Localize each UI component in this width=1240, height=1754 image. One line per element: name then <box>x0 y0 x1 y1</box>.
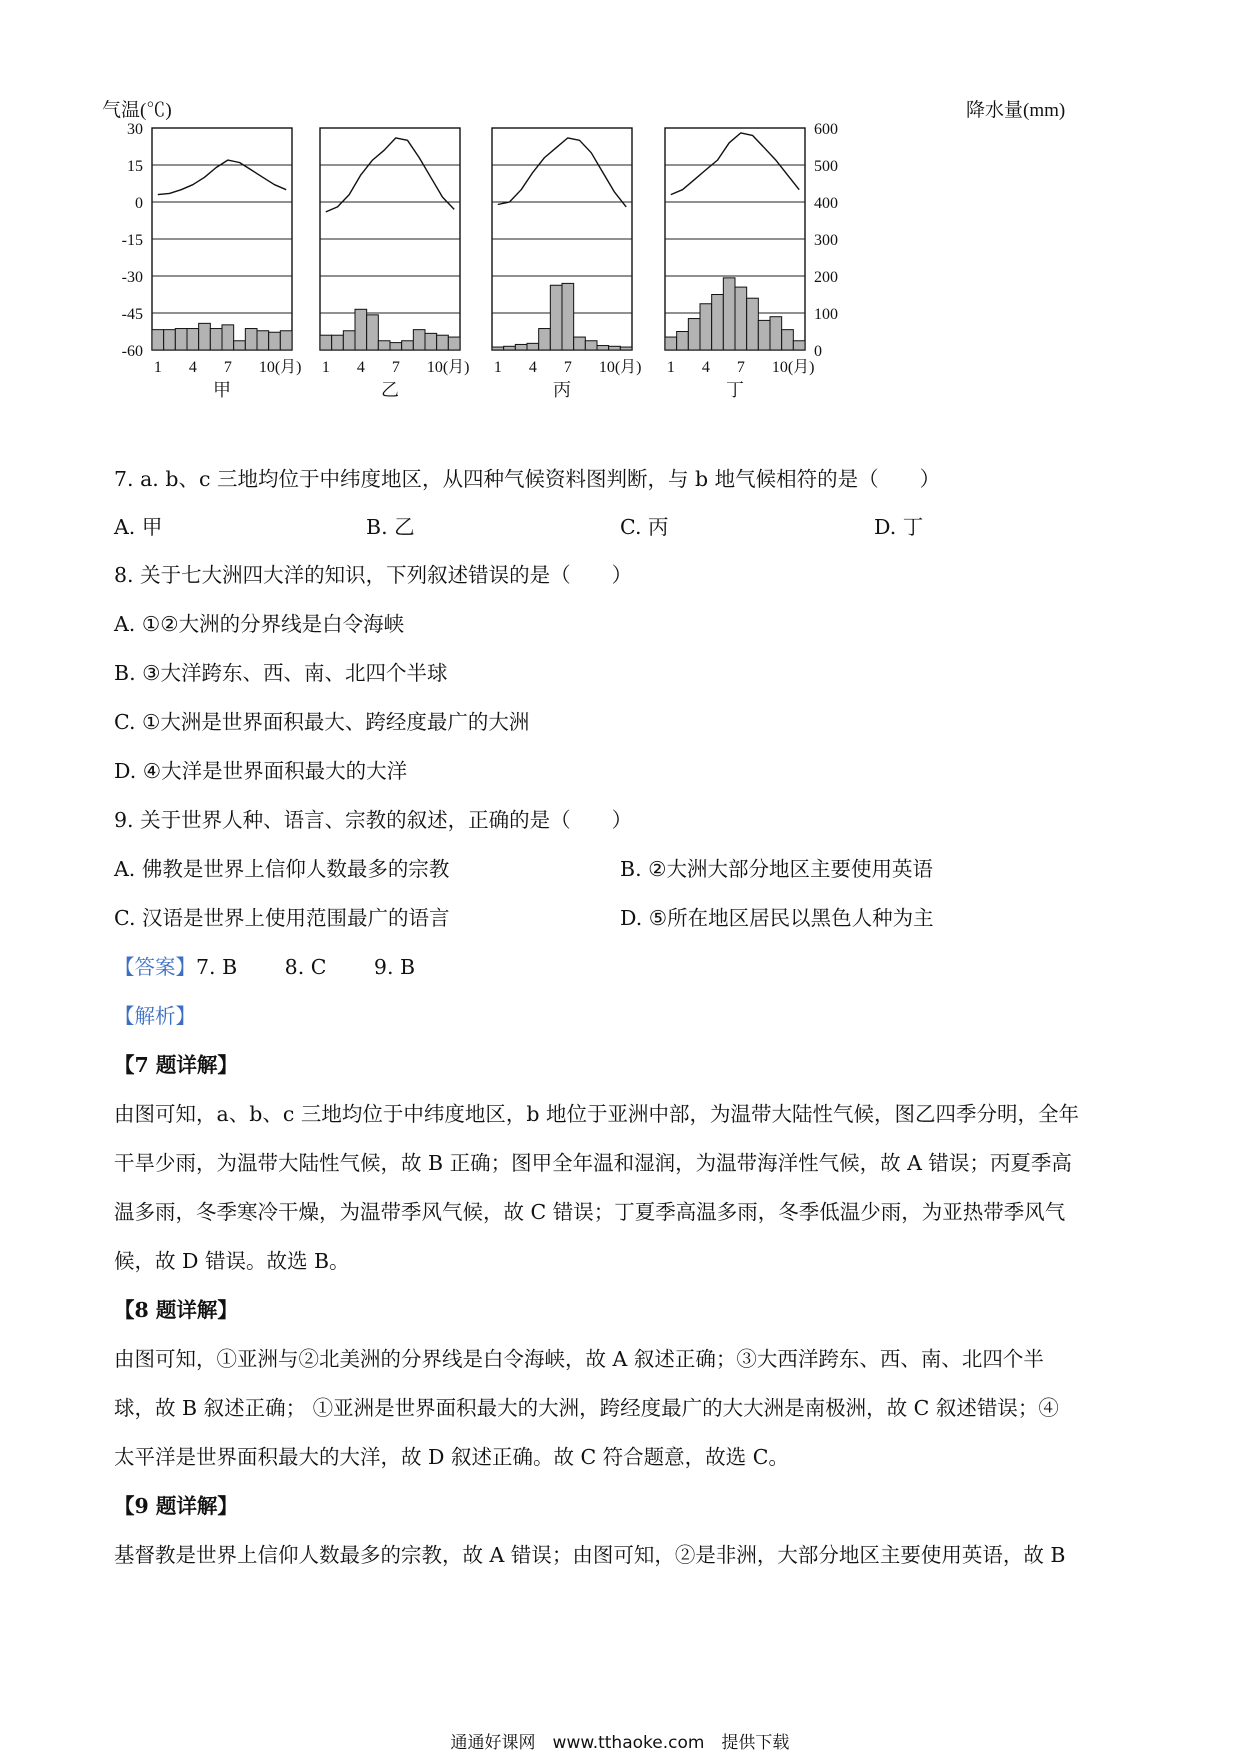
temperature-tick-label: -15 <box>121 232 143 249</box>
precipitation-bar <box>782 330 794 350</box>
precipitation-bar <box>597 346 609 350</box>
precipitation-bar <box>609 346 621 350</box>
month-tick-label: 4 <box>356 359 365 376</box>
precipitation-bar <box>723 278 735 350</box>
q9-stem: 9. 关于世界人种、语言、宗教的叙述，正确的是（ ） <box>114 808 633 832</box>
precipitation-bar <box>257 331 269 350</box>
precipitation-bar <box>245 329 257 350</box>
precipitation-bar <box>187 329 199 350</box>
precipitation-bar <box>504 346 516 350</box>
precipitation-bar <box>269 332 281 350</box>
temperature-line <box>498 138 626 207</box>
detail-8-line: 由图可知，①亚洲与②北美洲的分界线是白令海峡，故 A 叙述正确；③大西洋跨东、西、南、北四个半 <box>114 1347 1044 1371</box>
precipitation-bar <box>747 298 759 350</box>
answer-tag: 【答案】 <box>114 955 196 979</box>
precipitation-bar <box>378 341 390 350</box>
q8-option-d: D. ④大洋是世界面积最大的大洋 <box>114 759 408 783</box>
page-footer: 通通好课网 www.tthaoke.com 提供下载 <box>450 1733 790 1753</box>
precipitation-bar <box>712 295 724 351</box>
precipitation-bar <box>448 337 460 350</box>
q8-option-b: B. ③大洋跨东、西、南、北四个半球 <box>114 661 448 685</box>
precipitation-bar <box>210 329 222 350</box>
precipitation-bar <box>539 329 551 350</box>
precipitation-bar <box>688 319 700 350</box>
answer-text: 7. B 8. C 9. B <box>196 955 416 979</box>
precipitation-bar <box>515 344 527 350</box>
precipitation-tick-label: 100 <box>814 306 838 323</box>
month-tick-label: 4 <box>528 359 537 376</box>
precipitation-bar <box>343 331 355 350</box>
precipitation-bar <box>758 320 770 350</box>
detail-7-line: 候，故 D 错误。故选 B。 <box>114 1249 350 1273</box>
precipitation-bar <box>735 287 747 350</box>
analysis-tag: 【解析】 <box>114 1004 196 1028</box>
month-tick-label: 7 <box>563 359 572 376</box>
month-tick-label: 1 <box>493 359 502 376</box>
precipitation-bar <box>793 341 805 350</box>
precipitation-bar <box>425 333 437 350</box>
precipitation-bar <box>585 341 597 350</box>
q8-option-a: A. ①②大洲的分界线是白令海峡 <box>114 612 405 636</box>
temperature-tick-label: -30 <box>121 269 143 286</box>
q9-option-c: C. 汉语是世界上使用范围最广的语言 <box>114 906 450 930</box>
answer-line <box>114 950 415 980</box>
precipitation-bar <box>280 331 292 350</box>
precipitation-tick-label: 200 <box>814 269 838 286</box>
climate-chart-svg <box>100 95 1140 440</box>
month-tick-label: 1 <box>321 359 330 376</box>
precipitation-bar <box>320 335 332 350</box>
precipitation-bar <box>770 317 782 350</box>
detail-8-line: 球，故 B 叙述正确； ①亚洲是世界面积最大的大洲，跨经度最广的大大洲是南极洲，故 C 叙述错误；④ <box>114 1396 1059 1420</box>
panel-name: 丁 <box>726 380 744 401</box>
precipitation-bar <box>199 323 211 350</box>
detail-9-line: 基督教是世界上信仰人数最多的宗教，故 A 错误；由图可知，②是非洲，大部分地区主要使用英语，故 B <box>114 1543 1066 1567</box>
precipitation-bar <box>175 329 187 350</box>
detail-7-title: 【7 题详解】 <box>114 1053 238 1077</box>
month-tick-label: 7 <box>736 359 745 376</box>
temperature-tick-label: 0 <box>135 195 143 212</box>
precipitation-bar <box>700 304 712 350</box>
precipitation-bar <box>234 341 246 350</box>
temperature-tick-label: -45 <box>121 306 143 323</box>
q7-option-b: B. 乙 <box>366 515 415 539</box>
month-tick-label: 4 <box>188 359 197 376</box>
detail-7-line: 温多雨，冬季寒冷干燥，为温带季风气候，故 C 错误；丁夏季高温多雨，冬季低温少雨，为亚热带季风气 <box>114 1200 1066 1224</box>
q9-option-b: B. ②大洲大部分地区主要使用英语 <box>620 857 933 881</box>
month-tick-label: 10(月) <box>771 359 815 376</box>
precipitation-bar <box>390 343 402 350</box>
precipitation-bar <box>665 337 677 350</box>
detail-8-line: 太平洋是世界面积最大的大洋，故 D 叙述正确。故 C 符合题意，故选 C。 <box>114 1445 789 1469</box>
precipitation-tick-label: 400 <box>814 195 838 212</box>
precipitation-bar <box>550 285 562 350</box>
temperature-line <box>326 138 454 212</box>
precipitation-bar <box>402 341 414 350</box>
precipitation-bar <box>367 315 379 350</box>
q9-option-d: D. ⑤所在地区居民以黑色人种为主 <box>620 906 934 930</box>
precipitation-bar <box>164 330 176 350</box>
panel-name: 乙 <box>381 380 399 401</box>
q7-stem: 7. a. b、c 三地均位于中纬度地区，从四种气候资料图判断，与 b 地气候相符的是（ ） <box>114 467 941 491</box>
temperature-line <box>671 133 799 195</box>
precipitation-bar <box>677 332 689 351</box>
precipitation-bar <box>620 347 632 350</box>
precipitation-bar <box>222 325 234 350</box>
panel-name: 丙 <box>553 380 571 401</box>
temperature-tick-label: 30 <box>127 121 143 138</box>
month-tick-label: 10(月) <box>426 359 470 376</box>
panel-name: 甲 <box>213 380 231 401</box>
precipitation-bar <box>413 330 425 350</box>
month-tick-label: 10(月) <box>258 359 302 376</box>
climate-charts <box>100 95 1140 440</box>
precipitation-tick-label: 500 <box>814 158 838 175</box>
month-tick-label: 7 <box>223 359 232 376</box>
month-tick-label: 10(月) <box>598 359 642 376</box>
precipitation-bar <box>574 337 586 350</box>
precipitation-tick-label: 0 <box>814 343 822 360</box>
month-tick-label: 1 <box>153 359 162 376</box>
precipitation-bar <box>152 330 164 350</box>
month-tick-label: 4 <box>701 359 710 376</box>
precipitation-bar <box>492 347 504 350</box>
detail-7-line: 干旱少雨，为温带大陆性气候，故 B 正确；图甲全年温和湿润，为温带海洋性气候，故 A 错误；丙夏季高 <box>114 1151 1072 1175</box>
temperature-tick-label: 15 <box>127 158 143 175</box>
detail-9-title: 【9 题详解】 <box>114 1494 238 1518</box>
q7-option-c: C. 丙 <box>620 515 669 539</box>
precipitation-tick-label: 600 <box>814 121 838 138</box>
precipitation-bar <box>437 335 449 350</box>
precipitation-bar <box>355 309 367 350</box>
precipitation-bar <box>332 335 344 350</box>
temperature-tick-label: -60 <box>121 343 143 360</box>
month-tick-label: 7 <box>391 359 400 376</box>
q9-option-a: A. 佛教是世界上信仰人数最多的宗教 <box>114 857 450 881</box>
temperature-axis-title: 气温(℃) <box>102 100 172 121</box>
month-tick-label: 1 <box>666 359 675 376</box>
q7-option-d: D. 丁 <box>874 515 924 539</box>
detail-8-title: 【8 题详解】 <box>114 1298 238 1322</box>
q8-stem: 8. 关于七大洲四大洋的知识，下列叙述错误的是（ ） <box>114 563 633 587</box>
q7-option-a: A. 甲 <box>114 515 163 539</box>
detail-7-line: 由图可知，a、b、c 三地均位于中纬度地区，b 地位于亚洲中部，为温带大陆性气候，图乙四季分明，全年 <box>114 1102 1079 1126</box>
q8-option-c: C. ①大洲是世界面积最大、跨经度最广的大洲 <box>114 710 530 734</box>
precipitation-axis-title: 降水量(mm) <box>966 100 1066 121</box>
precipitation-tick-label: 300 <box>814 232 838 249</box>
precipitation-bar <box>562 283 574 350</box>
precipitation-bar <box>527 343 539 350</box>
